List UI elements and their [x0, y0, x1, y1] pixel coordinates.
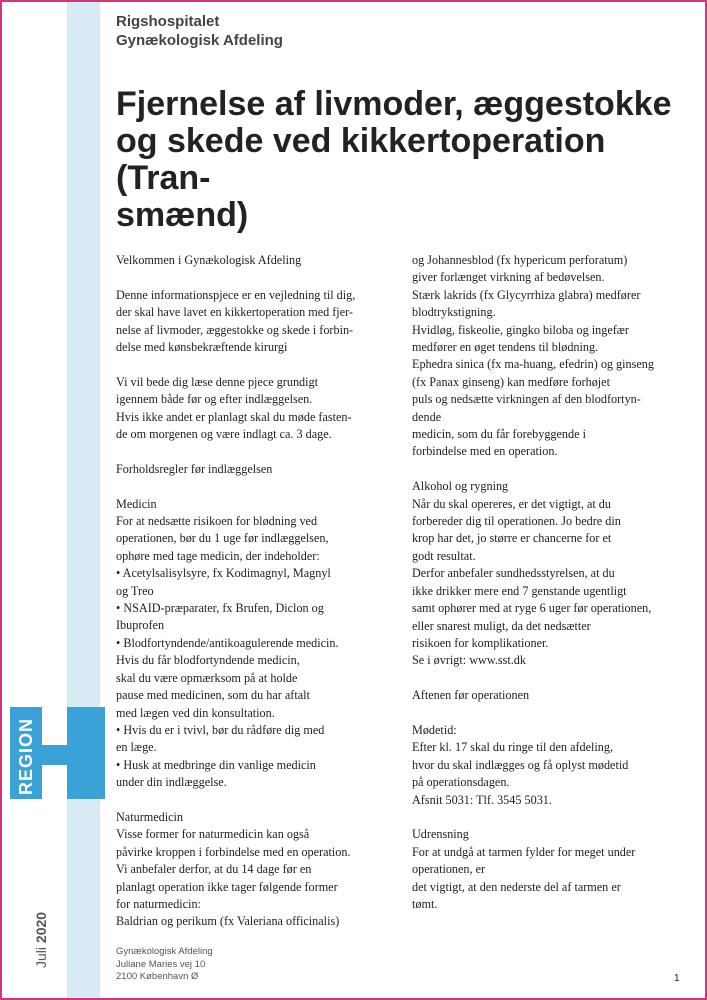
text-line: Se i øvrigt: www.sst.dk	[412, 653, 526, 668]
text-line: det vigtigt, at den nederste del af tarmen er	[412, 879, 621, 894]
text-line: operationen, bør du 1 uge før indlæggelsen,	[116, 531, 329, 546]
line-gap	[116, 443, 391, 460]
text-line: forbereder dig til operationen. Jo bedre din	[412, 514, 621, 529]
text-line: Hvis ikke andet er planlagt skal du møde fasten-	[116, 409, 352, 424]
text-column-right	[412, 252, 692, 913]
text-line: og Johannesblod (fx hypericum perforatum)	[412, 253, 628, 267]
text-line: Ephedra sinica (fx ma-huang, efedrin) og ginseng	[412, 357, 654, 372]
text-line: samt ophører med at ryge 6 uger før operationen,	[412, 601, 652, 616]
text-line: (fx Panax ginseng) kan medføre forhøjet	[412, 374, 610, 389]
text-line: Vi anbefaler derfor, at du 14 dage før en	[116, 862, 312, 877]
text-line: Denne informationspjece er en vejledning til dig,	[116, 287, 356, 302]
text-column-left	[116, 252, 391, 931]
text-line: puls og nedsætte virkningen af den blodfortyn-	[412, 392, 641, 407]
region-logo-text: REGION	[16, 717, 36, 795]
text-line: For at nedsætte risikoen for blødning ved	[116, 514, 318, 529]
text-line: skal du være opmærksom på at holde	[116, 670, 298, 685]
text-line: påvirke kroppen i forbindelse med en operation.	[116, 844, 351, 859]
text-line: ikke drikker mere end 7 genstande ugentligt	[412, 583, 627, 598]
page-number: 1	[674, 973, 680, 984]
text-line: de om morgenen og være indlagt ca. 3 dage.	[116, 427, 332, 442]
text-line: • Hvis du er i tvivl, bør du rådføre dig med	[116, 722, 325, 737]
text-line: Baldrian og perikum (fx Valeriana officinalis)	[116, 914, 340, 929]
text-line: medfører en øget tendens til blødning.	[412, 340, 599, 355]
text-line: Afsnit 5031: Tlf. 3545 5031.	[412, 792, 552, 807]
text-line: Efter kl. 17 skal du ringe til den afdeling,	[412, 740, 614, 755]
text-line: risikoen for komplikationer.	[412, 635, 549, 650]
footer-address	[116, 946, 213, 984]
header	[116, 12, 283, 50]
text-line: Mødetid:	[412, 722, 457, 737]
text-line: Hvidløg, fiskeolie, gingko biloba og ingefær	[412, 322, 629, 337]
line-gap	[412, 461, 692, 478]
text-line: pause med medicinen, som du har aftalt	[116, 688, 310, 703]
text-line: hvor du skal indlægges og få oplyst mødetid	[412, 757, 629, 772]
text-line: Når du skal opereres, er det vigtigt, at du	[412, 496, 611, 511]
text-line: Udrensning	[412, 827, 469, 842]
text-line: på operationsdagen.	[412, 775, 510, 790]
text-line: nelse af livmoder, æggestokke og skede i forbin-	[116, 322, 354, 337]
sidebar-stripe	[67, 2, 100, 998]
footer-city: 2100 København Ø	[116, 971, 199, 982]
date-year: 2020	[33, 911, 49, 944]
text-line: forbindelse med en operation.	[412, 444, 558, 459]
text-line: blodtrykstigning.	[412, 305, 496, 320]
line-gap	[412, 705, 692, 722]
text-line: krop har det, jo større er chancerne for et	[412, 531, 612, 546]
text-line: delse med kønsbekræftende kirurgi	[116, 340, 288, 355]
text-line: for naturmedicin:	[116, 896, 201, 911]
text-line: under din indlæggelse.	[116, 775, 227, 790]
text-line: operationen, er	[412, 862, 486, 877]
page-title	[116, 86, 696, 234]
text-line: en læge.	[116, 740, 157, 755]
text-line: Ibuprofen	[116, 618, 165, 633]
title-line: smænd)	[116, 196, 249, 234]
line-gap	[116, 269, 391, 286]
date-month: Juli	[33, 946, 49, 968]
text-line: godt resultat.	[412, 548, 476, 563]
text-line: Medicin	[116, 496, 157, 511]
text-line: ophøre med tage medicin, der indeholder:	[116, 548, 320, 563]
text-line: For at undgå at tarmen fylder for meget under	[412, 844, 636, 859]
text-line: Aftenen før operationen	[412, 688, 530, 703]
text-line: Velkommen i Gynækologisk Afdeling	[116, 253, 302, 267]
text-line: Derfor anbefaler sundhedsstyrelsen, at du	[412, 566, 615, 581]
text-line: Alkohol og rygning	[412, 479, 509, 494]
hospital-name: Rigshospitalet	[116, 13, 220, 30]
text-line: • Husk at medbringe din vanlige medicin	[116, 757, 316, 772]
text-line: der skal have lavet en kikkertoperation med fjer-	[116, 305, 353, 320]
text-line: • Blodfortyndende/antikoagulerende medicin.	[116, 635, 339, 650]
line-gap	[412, 670, 692, 687]
text-line: Hvis du får blodfortyndende medicin,	[116, 653, 300, 668]
text-line: Stærk lakrids (fx Glycyrrhiza glabra) medfører	[412, 287, 641, 302]
line-gap	[412, 809, 692, 826]
text-line: med lægen ved din konsultation.	[116, 705, 275, 720]
text-line: giver forlænget virkning af bedøvelsen.	[412, 270, 605, 285]
text-line: planlagt operation ikke tager følgende former	[116, 879, 338, 894]
line-gap	[116, 478, 391, 495]
department-name: Gynækologisk Afdeling	[116, 32, 283, 49]
text-line: Forholdsregler før indlæggelsen	[116, 461, 273, 476]
text-line: og Treo	[116, 583, 154, 598]
line-gap	[116, 356, 391, 373]
text-line: • Acetylsalisylsyre, fx Kodimagnyl, Magnyl	[116, 566, 331, 581]
footer-department: Gynækologisk Afdeling	[116, 946, 213, 957]
publication-date	[33, 912, 49, 968]
text-line: • NSAID-præparater, fx Brufen, Diclon og	[116, 601, 324, 616]
title-line: Fjernelse af livmoder, æggestokke	[116, 85, 672, 123]
line-gap	[116, 792, 391, 809]
title-line: og skede ved kikkertoperation (Tran-	[116, 122, 606, 197]
text-line: medicin, som du får forebyggende i	[412, 427, 586, 442]
text-line: Visse former for naturmedicin kan også	[116, 827, 310, 842]
text-line: eller snarest muligt, da det nedsætter	[412, 618, 591, 633]
text-line: Naturmedicin	[116, 809, 184, 824]
footer-street: Juliane Maries vej 10	[116, 958, 206, 970]
text-line: igennem både før og efter indlæggelsen.	[116, 392, 313, 407]
text-line: dende	[412, 409, 442, 424]
text-line: tømt.	[412, 896, 438, 911]
text-line: Vi vil bede dig læse denne pjece grundigt	[116, 374, 319, 389]
